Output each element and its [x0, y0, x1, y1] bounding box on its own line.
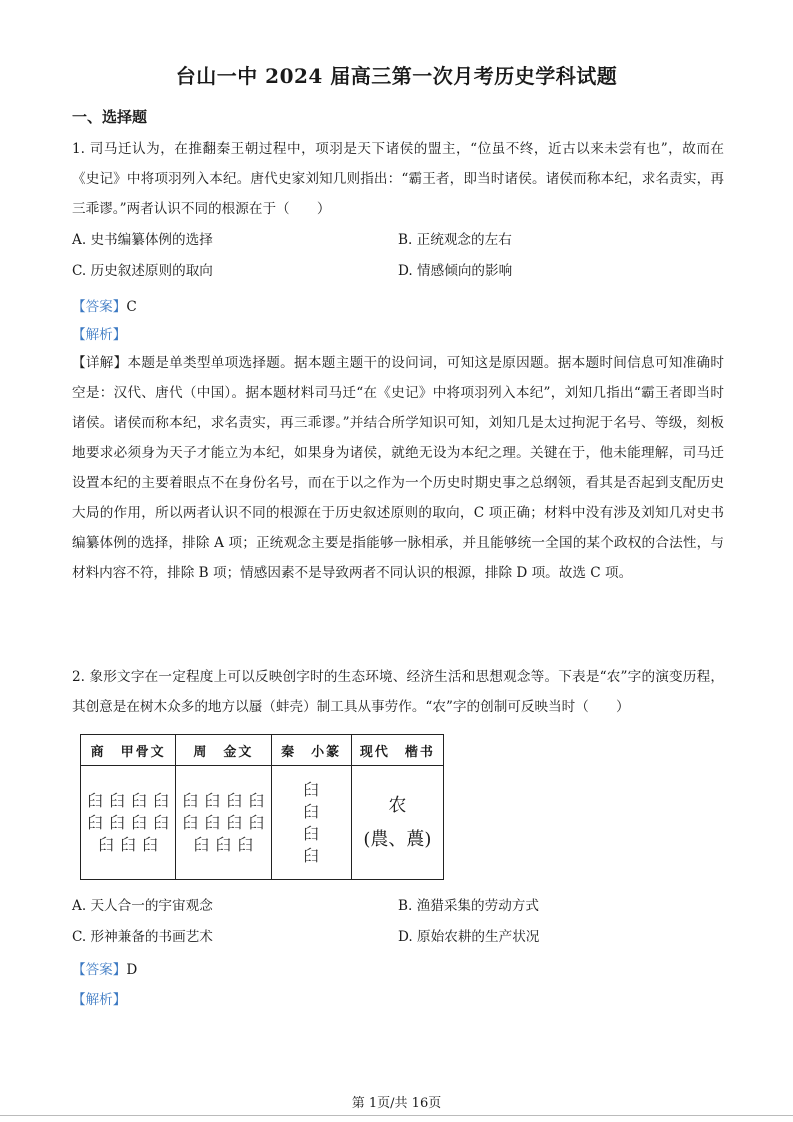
shang-oracle-glyph: 𦥑 [153, 790, 170, 810]
shang-oracle-glyph: 𦥑 [142, 834, 159, 854]
zhou-bronze-glyph: 𦥑 [226, 790, 243, 810]
zhou-bronze-glyph: 𦥑 [215, 834, 232, 854]
nong-evolution-table [80, 734, 444, 880]
q1-answer-value: C [126, 299, 137, 315]
zhou-bronze-glyph: 𦥑 [182, 812, 199, 832]
q1-option-b: B. 正统观念的左右 [398, 232, 512, 248]
shang-oracle-glyph: 𦥑 [153, 812, 170, 832]
qin-seal-cell [271, 766, 351, 880]
shang-oracle-glyph: 𦥑 [98, 834, 115, 854]
shang-oracle-glyph: 𦥑 [109, 790, 126, 810]
shang-oracle-cell [81, 766, 176, 880]
zhou-bronze-glyph: 𦥑 [193, 834, 210, 854]
q1-detail [72, 348, 724, 588]
page-footer: 第 1页/共 16页 [351, 1096, 442, 1111]
modern-regular-cell [351, 766, 443, 880]
q2-option-b: B. 渔猎采集的劳动方式 [398, 898, 539, 914]
zhou-bronze-glyph: 𦥑 [204, 812, 221, 832]
q2-answer-tag: 【答案】 [72, 962, 127, 978]
q1-answer [72, 297, 137, 317]
q1-detail-tag: 【详解】 [72, 355, 128, 371]
shang-oracle-glyph: 𦥑 [131, 790, 148, 810]
q1-analysis-label: 【解析】 [72, 327, 127, 343]
zhou-bronze-glyph: 𦥑 [248, 812, 265, 832]
q1-detail-text: 本题是单类型单项选择题。据本题主题干的设问词，可知这是原因题。据本题时间信息可知准确时空是：汉代、唐代（中国）。据本题材料司马迁“在《史记》中将项羽列入本纪”，刘知几指出“霸王者即当时诸侯。诸侯而称本纪，求名责实，再三乖谬。”并结合所学知识可知，刘知几是太过拘泥于名号、等级，刻板地要求必须身为天子才能立为本纪，如果身为诸侯，就绝无设为本纪之理。关键在于，他未能理解，司马迁设置本纪的主要着眼点不在身份名号，而在于以之作为一个历史时期史事之总纲领，看其是否起到支配历史大局的作用，所以两者认识不同的根源在于历史叙述原则的取向，C 项正确；材料中没有涉及刘知几对史书编纂体例的选择，排除 A 项；正统观念主要是指能够一脉相承，并且能够统一全国的某个政权的合法性，与材料内容不符，排除 B 项；情感因素不是导致两者不同认识的根源，排除 D 项。故选 C 项。 [72, 355, 724, 581]
zhou-glyph-group [177, 792, 269, 854]
qin-seal-glyph: 𦥑 [303, 823, 320, 843]
zhou-bronze-glyph: 𦥑 [248, 790, 265, 810]
q1-option-d: D. 情感倾向的影响 [398, 263, 513, 279]
q1-option-a: A. 史书编纂体例的选择 [72, 232, 213, 248]
page-title: 台山一中 2024 届高三第一次月考历史学科试题 [175, 64, 618, 88]
q2-option-d: D. 原始农耕的生产状况 [398, 929, 540, 945]
modern-variant-chars: (農、蕽) [363, 828, 432, 850]
q1-answer-tag: 【答案】 [72, 299, 127, 315]
table-body-row [81, 766, 444, 880]
shang-oracle-glyph: 𦥑 [120, 834, 137, 854]
shang-oracle-glyph: 𦥑 [87, 812, 104, 832]
q2-answer-value: D [126, 962, 138, 978]
section-heading: 一、选择题 [72, 108, 148, 126]
footer-divider [0, 1115, 793, 1116]
modern-nong-char: 农 [388, 794, 407, 816]
shang-oracle-glyph: 𦥑 [109, 812, 126, 832]
q1-analysis-tag [72, 325, 126, 345]
q2-stem: 2. 象形文字在一定程度上可以反映创字时的生态环境、经济生活和思想观念等。下表是“农”字的演变历程，其创意是在树木众多的地方以蜃（蚌壳）制工具从事劳作。“农”字的创制可反映当时（ ） [72, 669, 724, 715]
zhou-bronze-glyph: 𦥑 [204, 790, 221, 810]
q1-stem: 1. 司马迁认为，在推翻秦王朝过程中，项羽是天下诸侯的盟主，“位虽不终，近古以来未尝有也”，故而在《史记》中将项羽列入本纪。唐代史家刘知几则指出：“霸王者，即当时诸侯。诸侯而称本纪，求名责实，再三乖谬。”两者认识不同的根源在于（ ） [72, 141, 724, 217]
q2-option-c: C. 形神兼备的书画艺术 [72, 929, 213, 945]
shang-glyph-group [82, 792, 174, 854]
q2-analysis-tag [72, 990, 126, 1010]
q2-analysis-label: 【解析】 [72, 992, 127, 1008]
zhou-bronze-glyph: 𦥑 [182, 790, 199, 810]
shang-oracle-glyph: 𦥑 [87, 790, 104, 810]
zhou-bronze-cell [176, 766, 271, 880]
header-modern: 现代 楷书 [351, 735, 443, 766]
shang-oracle-glyph: 𦥑 [131, 812, 148, 832]
zhou-bronze-glyph: 𦥑 [226, 812, 243, 832]
qin-seal-glyph: 𦥑 [303, 779, 320, 799]
q2-answer [72, 960, 137, 980]
q2-option-a: A. 天人合一的宇宙观念 [72, 898, 213, 914]
header-qin: 秦 小篆 [271, 735, 351, 766]
table-header-row [81, 735, 444, 766]
qin-glyph-group [273, 781, 350, 865]
qin-seal-glyph: 𦥑 [303, 845, 320, 865]
header-shang: 商 甲骨文 [81, 735, 176, 766]
q1-option-c: C. 历史叙述原则的取向 [72, 263, 213, 279]
zhou-bronze-glyph: 𦥑 [237, 834, 254, 854]
qin-seal-glyph: 𦥑 [303, 801, 320, 821]
header-zhou: 周 金文 [176, 735, 271, 766]
